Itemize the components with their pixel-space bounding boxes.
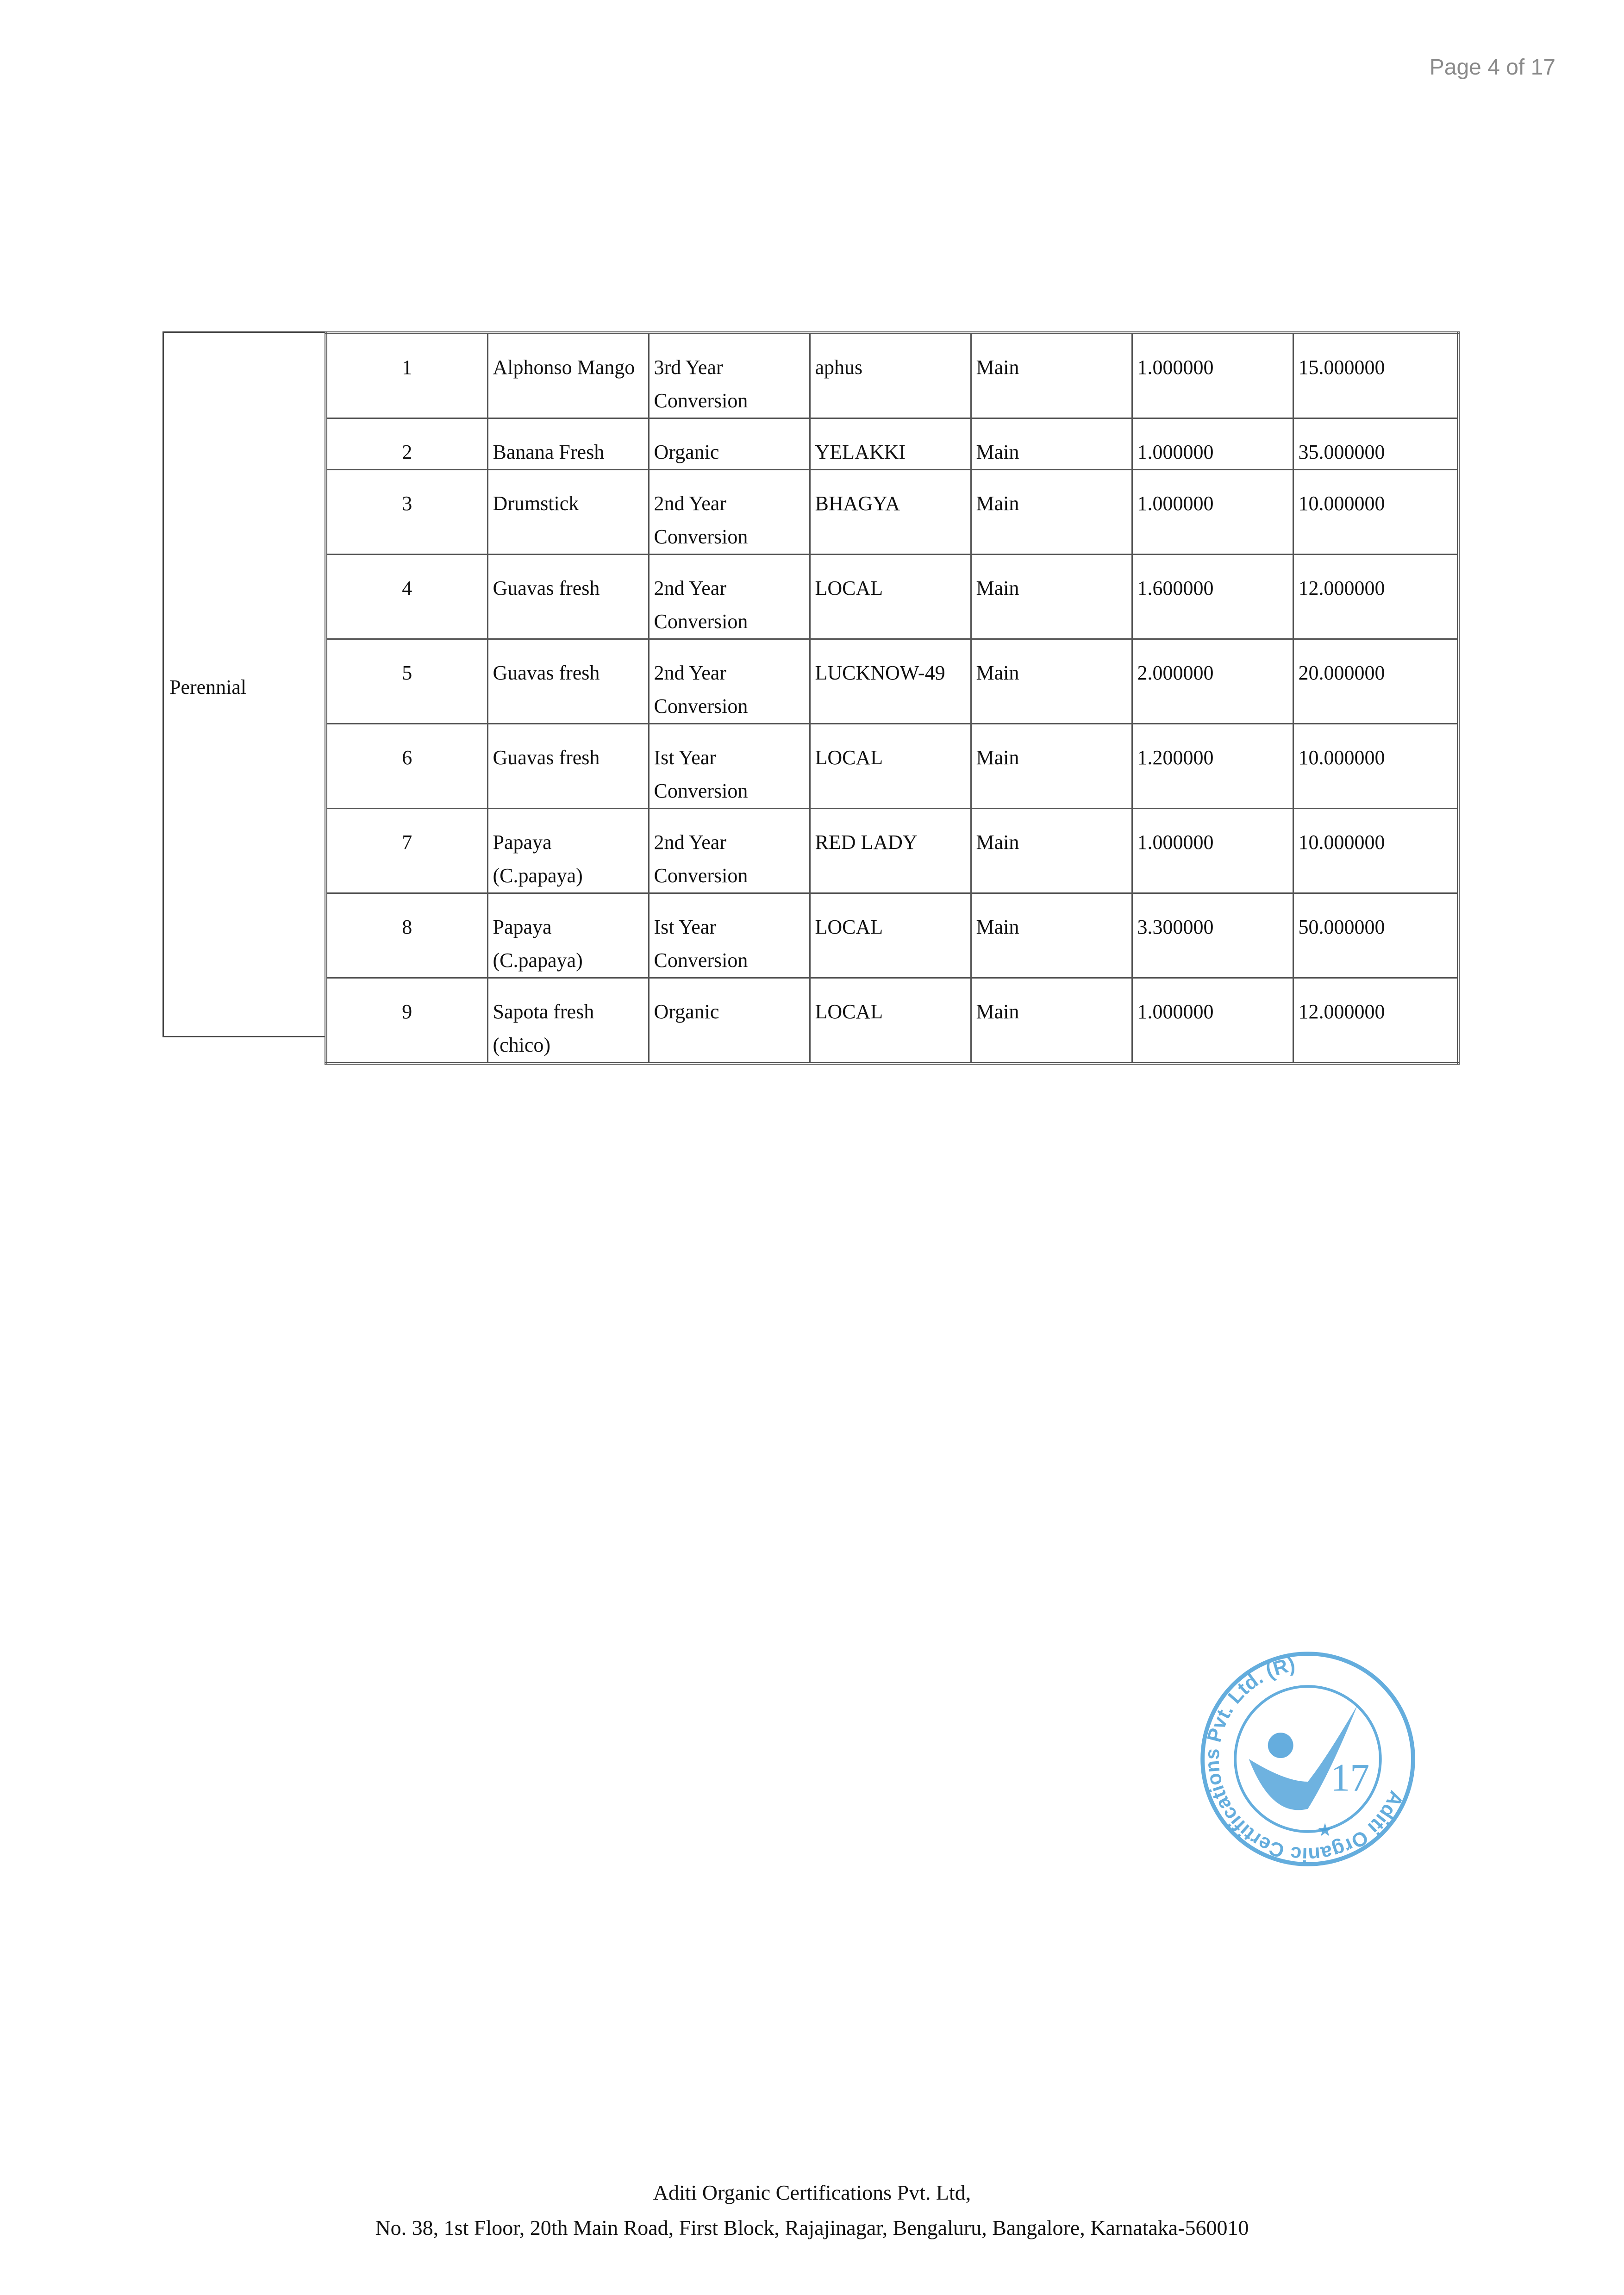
- cell-status: 2nd Year Conversion: [649, 639, 810, 724]
- cell-area: 1.000000: [1132, 418, 1293, 470]
- cell-area: 1.000000: [1132, 978, 1293, 1064]
- cell-qty: 35.000000: [1293, 418, 1458, 470]
- company-seal-stamp: [1194, 1646, 1421, 1872]
- cell-season: Main: [971, 555, 1132, 639]
- svg-text:Aditi Organic Certifications P: [1194, 1646, 1421, 1872]
- cell-crop: Papaya (C.papaya): [487, 893, 649, 978]
- stamp-star-icon: ★: [1317, 1820, 1333, 1840]
- cell-crop: Guavas fresh: [487, 724, 649, 809]
- cell-area: 1.600000: [1132, 555, 1293, 639]
- table-row: [326, 724, 1458, 809]
- cell-season: Main: [971, 418, 1132, 470]
- cell-qty: 12.000000: [1293, 978, 1458, 1064]
- cell-season: Main: [971, 809, 1132, 893]
- cell-season: Main: [971, 893, 1132, 978]
- cell-sn: 2: [326, 418, 487, 470]
- cell-crop: Guavas fresh: [487, 639, 649, 724]
- page-number: Page 4 of 17: [1429, 55, 1555, 80]
- cell-area: 2.000000: [1132, 639, 1293, 724]
- cell-status: Organic: [649, 418, 810, 470]
- cell-status: 2nd Year Conversion: [649, 809, 810, 893]
- cell-crop: Guavas fresh: [487, 555, 649, 639]
- cell-status: Ist Year Conversion: [649, 724, 810, 809]
- cell-sn: 7: [326, 809, 487, 893]
- table-row: [326, 978, 1458, 1064]
- table-row: [326, 555, 1458, 639]
- cell-season: Main: [971, 333, 1132, 418]
- cell-qty: 10.000000: [1293, 724, 1458, 809]
- cell-crop: Drumstick: [487, 470, 649, 555]
- cell-qty: 20.000000: [1293, 639, 1458, 724]
- cell-sn: 9: [326, 978, 487, 1064]
- cell-variety: LOCAL: [810, 555, 971, 639]
- cell-area: 3.300000: [1132, 893, 1293, 978]
- cell-variety: YELAKKI: [810, 418, 971, 470]
- cell-season: Main: [971, 470, 1132, 555]
- crop-group-cell: [162, 331, 325, 1037]
- cell-sn: 6: [326, 724, 487, 809]
- cell-qty: 10.000000: [1293, 470, 1458, 555]
- cell-crop: Banana Fresh: [487, 418, 649, 470]
- table-row: [326, 333, 1458, 418]
- cell-sn: 3: [326, 470, 487, 555]
- cell-variety: LOCAL: [810, 724, 971, 809]
- cell-variety: BHAGYA: [810, 470, 971, 555]
- table-row: [326, 418, 1458, 470]
- crop-group-label: Perennial: [169, 676, 247, 698]
- crop-table: [325, 331, 1460, 1065]
- cell-status: Organic: [649, 978, 810, 1064]
- footer-company-name: Aditi Organic Certifications Pvt. Ltd,: [653, 2181, 971, 2204]
- cell-qty: 10.000000: [1293, 809, 1458, 893]
- cell-status: 2nd Year Conversion: [649, 470, 810, 555]
- cell-sn: 8: [326, 893, 487, 978]
- cell-area: 1.000000: [1132, 333, 1293, 418]
- cell-area: 1.200000: [1132, 724, 1293, 809]
- cell-season: Main: [971, 724, 1132, 809]
- cell-sn: 1: [326, 333, 487, 418]
- cell-qty: 50.000000: [1293, 893, 1458, 978]
- stamp-number: 17: [1330, 1756, 1370, 1800]
- table-row: [326, 809, 1458, 893]
- cell-sn: 4: [326, 555, 487, 639]
- cell-variety: aphus: [810, 333, 971, 418]
- cell-crop: Sapota fresh (chico): [487, 978, 649, 1064]
- table-row: [326, 639, 1458, 724]
- cell-variety: LOCAL: [810, 893, 971, 978]
- cell-season: Main: [971, 978, 1132, 1064]
- cell-status: 3rd Year Conversion: [649, 333, 810, 418]
- stamp-ring-text: Aditi Organic Certifications Pvt. Ltd. (R): [1201, 1653, 1408, 1866]
- cell-area: 1.000000: [1132, 470, 1293, 555]
- cell-crop: Papaya (C.papaya): [487, 809, 649, 893]
- cell-status: 2nd Year Conversion: [649, 555, 810, 639]
- cell-variety: RED LADY: [810, 809, 971, 893]
- cell-sn: 5: [326, 639, 487, 724]
- cell-qty: 12.000000: [1293, 555, 1458, 639]
- cell-season: Main: [971, 639, 1132, 724]
- footer-address: No. 38, 1st Floor, 20th Main Road, First Block, Rajajinagar, Bengaluru, Bangalore, Karnataka-560010: [375, 2216, 1249, 2239]
- cell-crop: Alphonso Mango: [487, 333, 649, 418]
- cell-variety: LUCKNOW-49: [810, 639, 971, 724]
- table-row: [326, 893, 1458, 978]
- cell-area: 1.000000: [1132, 809, 1293, 893]
- cell-status: Ist Year Conversion: [649, 893, 810, 978]
- cell-qty: 15.000000: [1293, 333, 1458, 418]
- table-row: [326, 470, 1458, 555]
- cell-variety: LOCAL: [810, 978, 971, 1064]
